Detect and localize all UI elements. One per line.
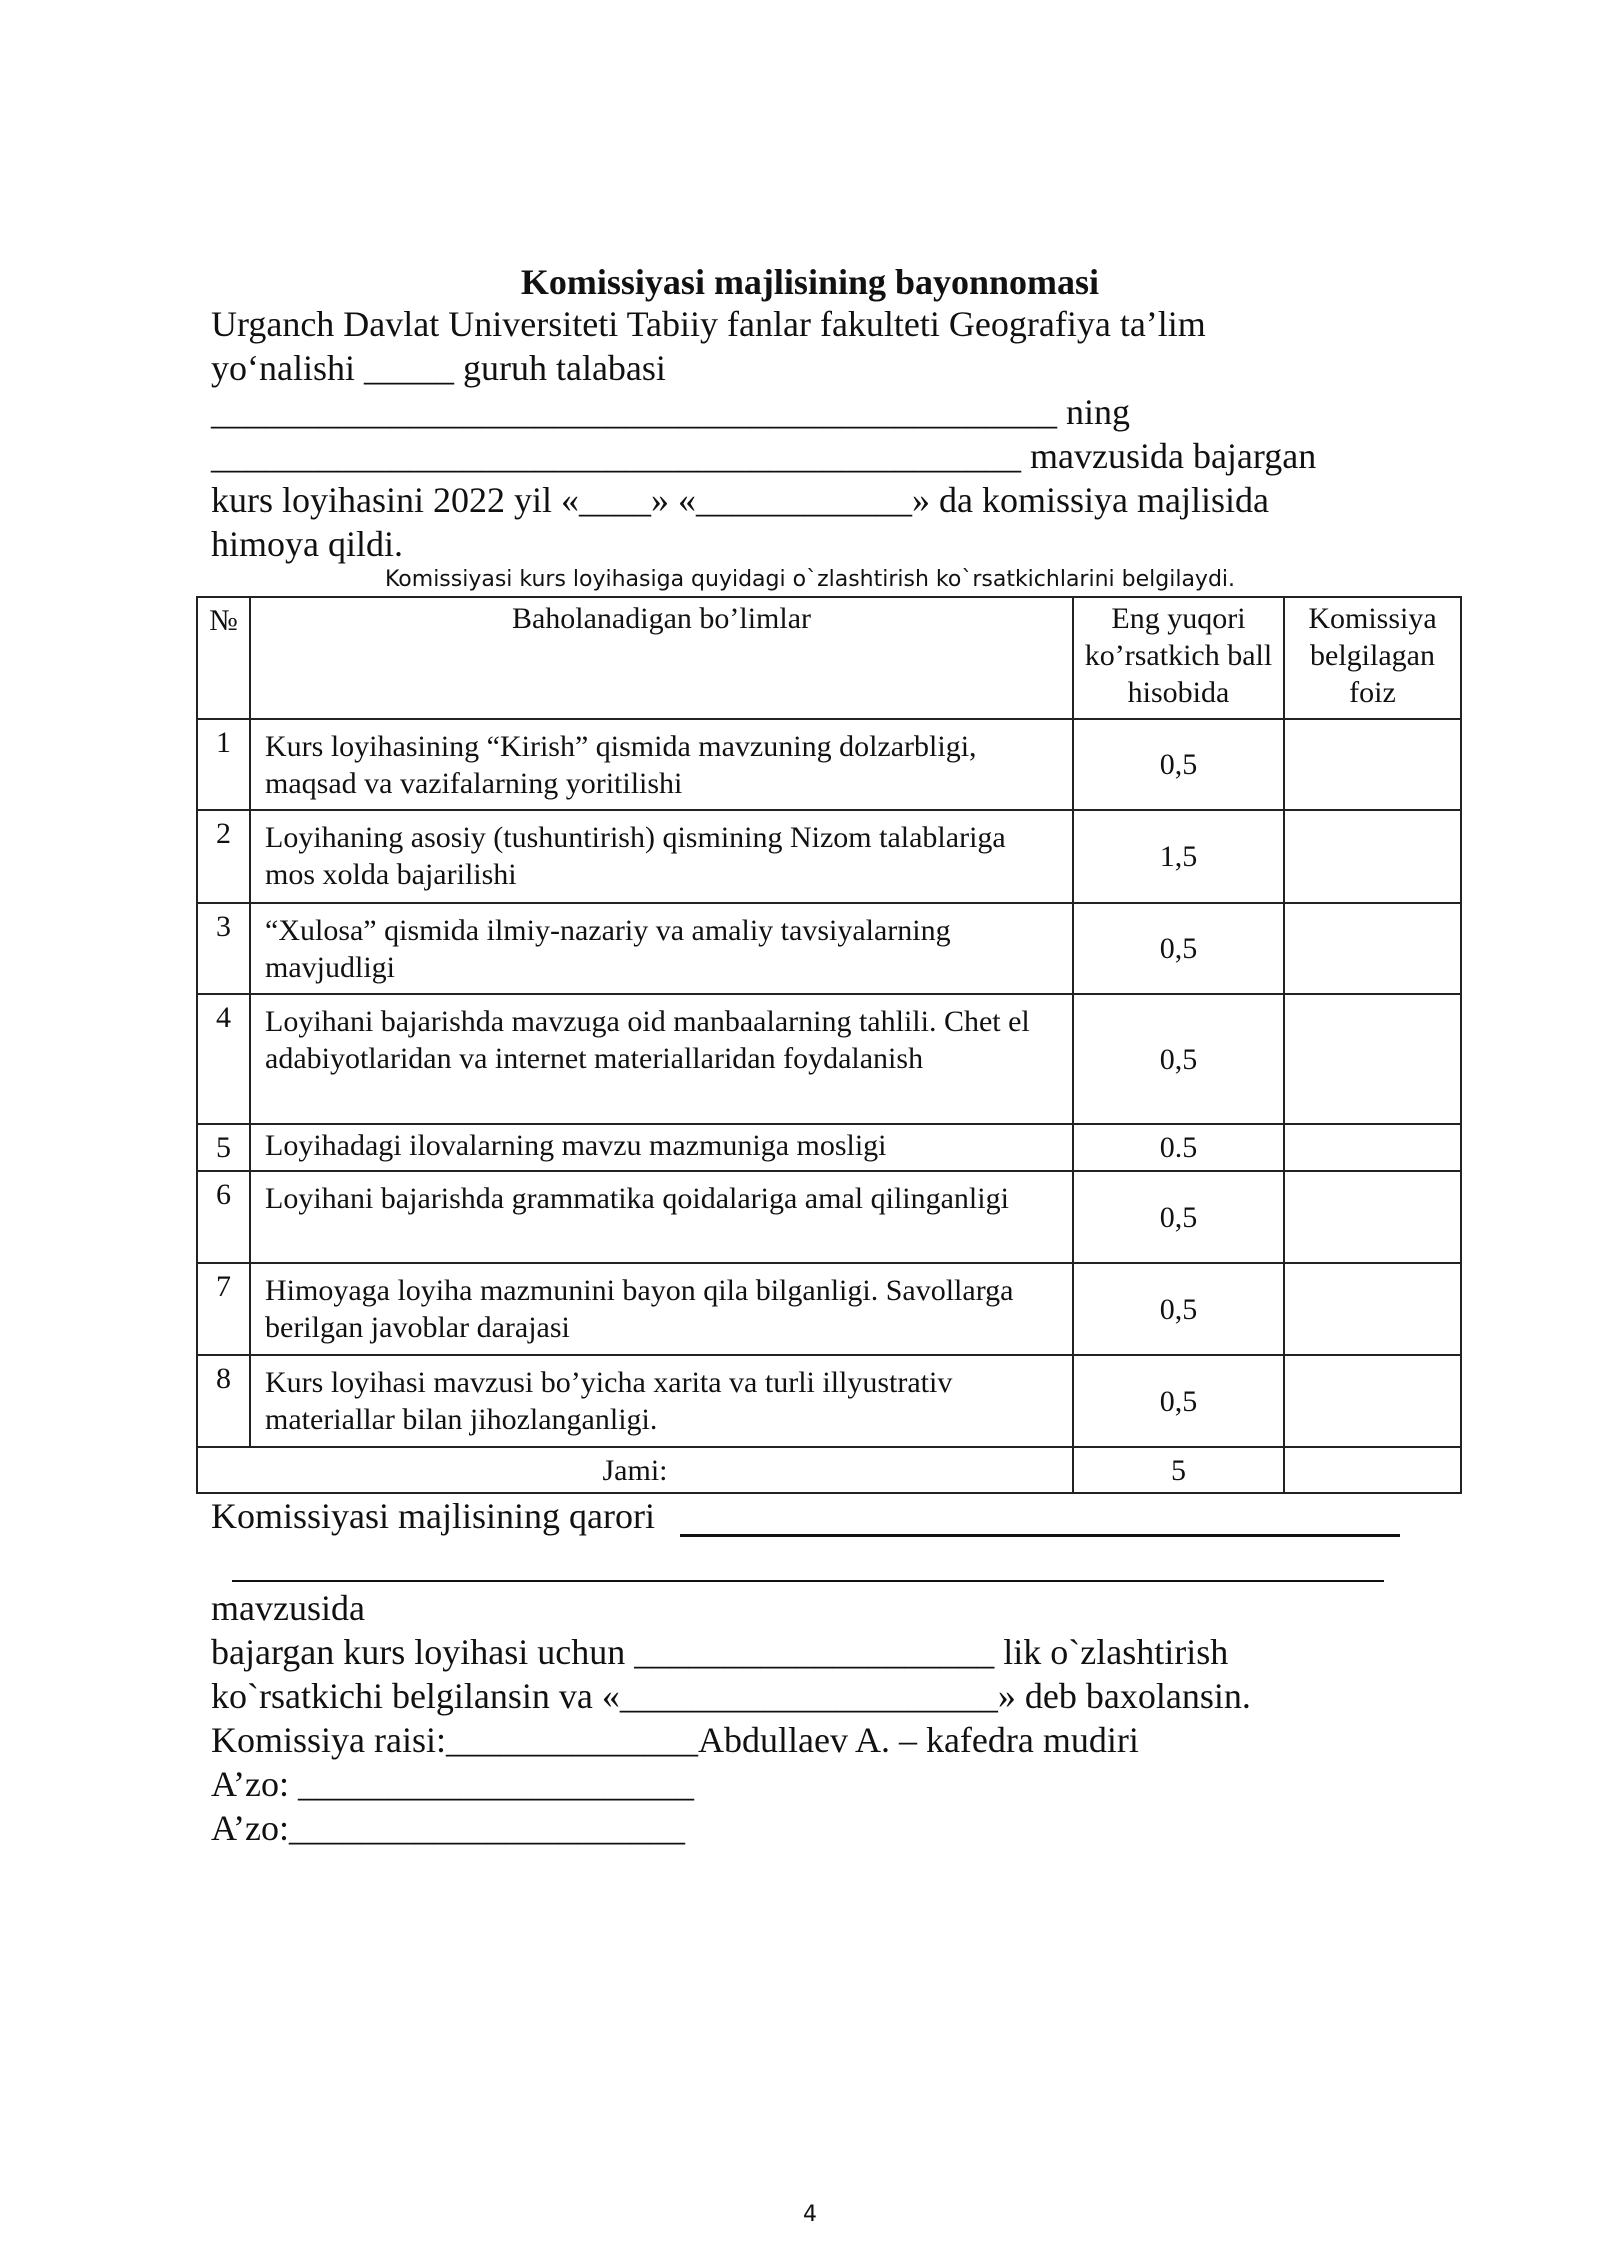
row-percent-cell: [1284, 1124, 1461, 1171]
evaluation-table: [196, 596, 1462, 1494]
commission-chair: Komissiya raisi:______________Abdullaev A. – kafedra mudiri: [211, 1720, 1139, 1760]
row-max-score: 0,5: [1073, 994, 1284, 1124]
row-percent-cell: [1284, 1171, 1461, 1263]
intro-line-2: yo‘nalishi _____ guruh talabasi: [211, 348, 666, 388]
row-item: Loyihani bajarishda mavzuga oid manbaalarning tahlili. Chet el adabiyotlaridan va internet materiallaridan foydalanish: [250, 994, 1073, 1124]
table-row: [197, 903, 1461, 994]
header-max-score: Eng yuqori ko’rsatkich ball hisobida: [1073, 597, 1284, 719]
row-number: 5: [197, 1124, 250, 1171]
row-number: 3: [197, 903, 250, 994]
decision-blank-line-2: [232, 1580, 1384, 1582]
row-item: Loyihani bajarishda grammatika qoidalariga amal qilinganligi: [250, 1171, 1073, 1263]
table-header-row: [197, 597, 1461, 719]
row-number: 7: [197, 1263, 250, 1355]
row-max-score: 1,5: [1073, 810, 1284, 903]
decision-line-1: Komissiyasi majlisining qarori: [211, 1496, 655, 1536]
row-max-score: 0,5: [1073, 1355, 1284, 1447]
table-row: [197, 1355, 1461, 1447]
decision-line-2: mavzusida: [211, 1588, 365, 1628]
intro-line-1: Urganch Davlat Universiteti Tabiiy fanlar fakulteti Geografiya ta’lim: [211, 304, 1206, 344]
total-percent-cell: [1284, 1447, 1461, 1493]
row-number: 4: [197, 994, 250, 1124]
total-value: 5: [1073, 1447, 1284, 1493]
table-caption: Komissiyasi kurs loyihasiga quyidagi o`zlashtirish ko`rsatkichlarini belgilaydi.: [384, 567, 1236, 592]
row-percent-cell: [1284, 994, 1461, 1124]
row-max-score: 0,5: [1073, 719, 1284, 810]
table-total-row: [197, 1447, 1461, 1493]
table-row: [197, 719, 1461, 810]
row-item: Kurs loyihasining “Kirish” qismida mavzuning dolzarbligi, maqsad va vazifalarning yoritilishi: [250, 719, 1073, 810]
row-max-score: 0,5: [1073, 1171, 1284, 1263]
total-label: Jami:: [197, 1447, 1073, 1493]
commission-member-2: A’zo:______________________: [211, 1808, 685, 1848]
row-item: Kurs loyihasi mavzusi bo’yicha xarita va turli illyustrativ materiallar bilan jihozlanganligi.: [250, 1355, 1073, 1447]
row-percent-cell: [1284, 1355, 1461, 1447]
header-number: №: [197, 597, 250, 719]
row-number: 1: [197, 719, 250, 810]
document-title: Komissiyasi majlisining bayonnomasi: [520, 262, 1100, 302]
row-item: Loyihaning asosiy (tushuntirish) qismining Nizom talablariga mos xolda bajarilishi: [250, 810, 1073, 903]
table-row: [197, 1124, 1461, 1171]
intro-line-6: himoya qildi.: [211, 524, 403, 564]
row-percent-cell: [1284, 1263, 1461, 1355]
row-percent-cell: [1284, 903, 1461, 994]
row-percent-cell: [1284, 719, 1461, 810]
table-row: [197, 994, 1461, 1124]
page-number: 4: [803, 2202, 817, 2227]
table-row: [197, 810, 1461, 903]
row-item: Loyihadagi ilovalarning mavzu mazmuniga mosligi: [250, 1124, 1073, 1171]
row-number: 8: [197, 1355, 250, 1447]
intro-line-3: _______________________________________________ ning: [211, 392, 1131, 432]
row-number: 6: [197, 1171, 250, 1263]
row-item: Himoyaga loyiha mazmunini bayon qila bilganligi. Savollarga berilgan javoblar darajasi: [250, 1263, 1073, 1355]
row-item: “Xulosa” qismida ilmiy-nazariy va amaliy tavsiyalarning mavjudligi: [250, 903, 1073, 994]
table-row: [197, 1171, 1461, 1263]
intro-line-5: kurs loyihasini 2022 yil «____» «____________» da komissiya majlisida: [211, 480, 1269, 520]
row-max-score: 0,5: [1073, 1263, 1284, 1355]
intro-line-4: _____________________________________________ mavzusida bajargan: [211, 436, 1317, 476]
decision-blank-line-1: [680, 1534, 1400, 1537]
row-max-score: 0.5: [1073, 1124, 1284, 1171]
decision-line-3: bajargan kurs loyihasi uchun ____________________ lik o`zlashtirish: [211, 1632, 1229, 1672]
row-percent-cell: [1284, 810, 1461, 903]
header-commission-percent: Komissiya belgilagan foiz: [1284, 597, 1461, 719]
header-item: Baholanadigan bo’limlar: [250, 597, 1073, 719]
commission-member-1: A’zo: ______________________: [211, 1764, 694, 1804]
table-row: [197, 1263, 1461, 1355]
row-max-score: 0,5: [1073, 903, 1284, 994]
row-number: 2: [197, 810, 250, 903]
decision-line-4: ko`rsatkichi belgilansin va «_____________________» deb baxolansin.: [211, 1676, 1251, 1716]
